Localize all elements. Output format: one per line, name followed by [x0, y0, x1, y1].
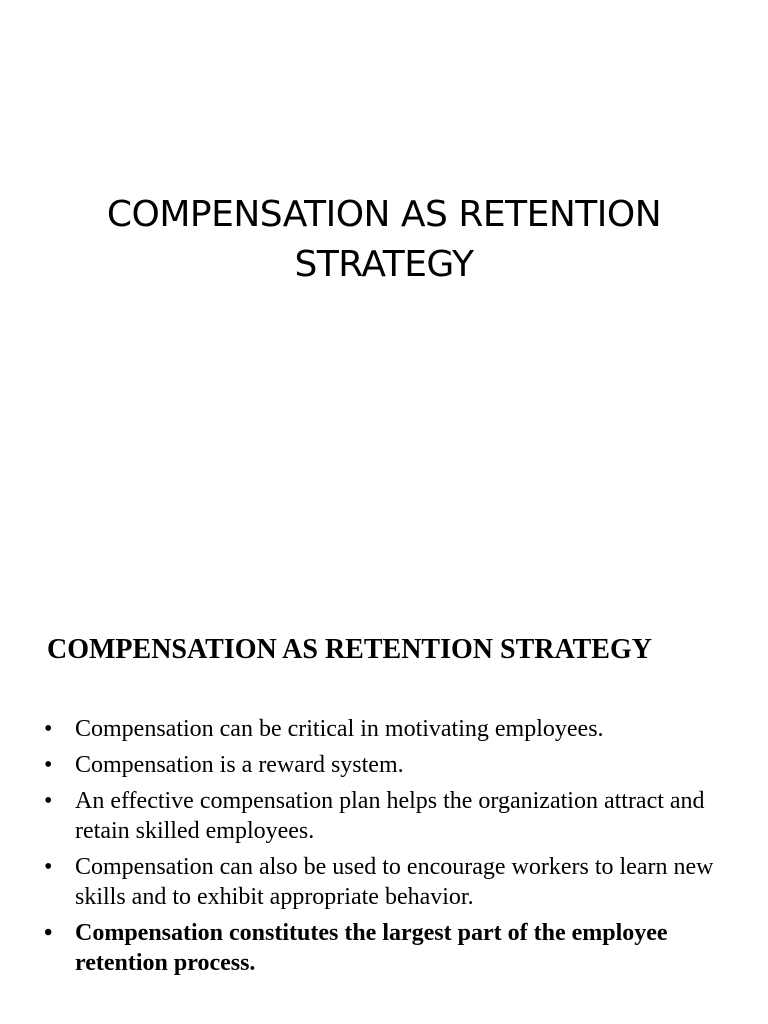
bullet-item [44, 786, 744, 846]
bullet-item [44, 750, 744, 780]
bullet-item [44, 852, 744, 912]
bullet-icon: • [44, 788, 53, 814]
bullet-item [44, 714, 744, 744]
bullet-text: Compensation is a reward system. [75, 752, 404, 778]
bullet-text: Compensation constitutes the largest part of the employee retention process. [75, 920, 668, 976]
bullet-list [44, 714, 744, 984]
slide-title-line-2: STRATEGY [294, 244, 474, 285]
bullet-text: An effective compensation plan helps the organization attract and retain skilled employees. [75, 788, 705, 844]
content-heading: COMPENSATION AS RETENTION STRATEGY [47, 634, 652, 665]
content-slide [0, 576, 768, 1024]
bullet-text: Compensation can also be used to encourage workers to learn new skills and to exhibit appropriate behavior. [75, 854, 714, 910]
bullet-icon: • [44, 752, 53, 778]
slide-title-line-1: COMPENSATION AS RETENTION [106, 194, 662, 235]
bullet-icon: • [44, 716, 53, 742]
bullet-item-emphasis [44, 918, 744, 978]
slide-title [0, 190, 768, 290]
bullet-text: Compensation can be critical in motivating employees. [75, 716, 604, 742]
bullet-icon: • [44, 854, 53, 880]
bullet-icon: • [44, 920, 53, 946]
